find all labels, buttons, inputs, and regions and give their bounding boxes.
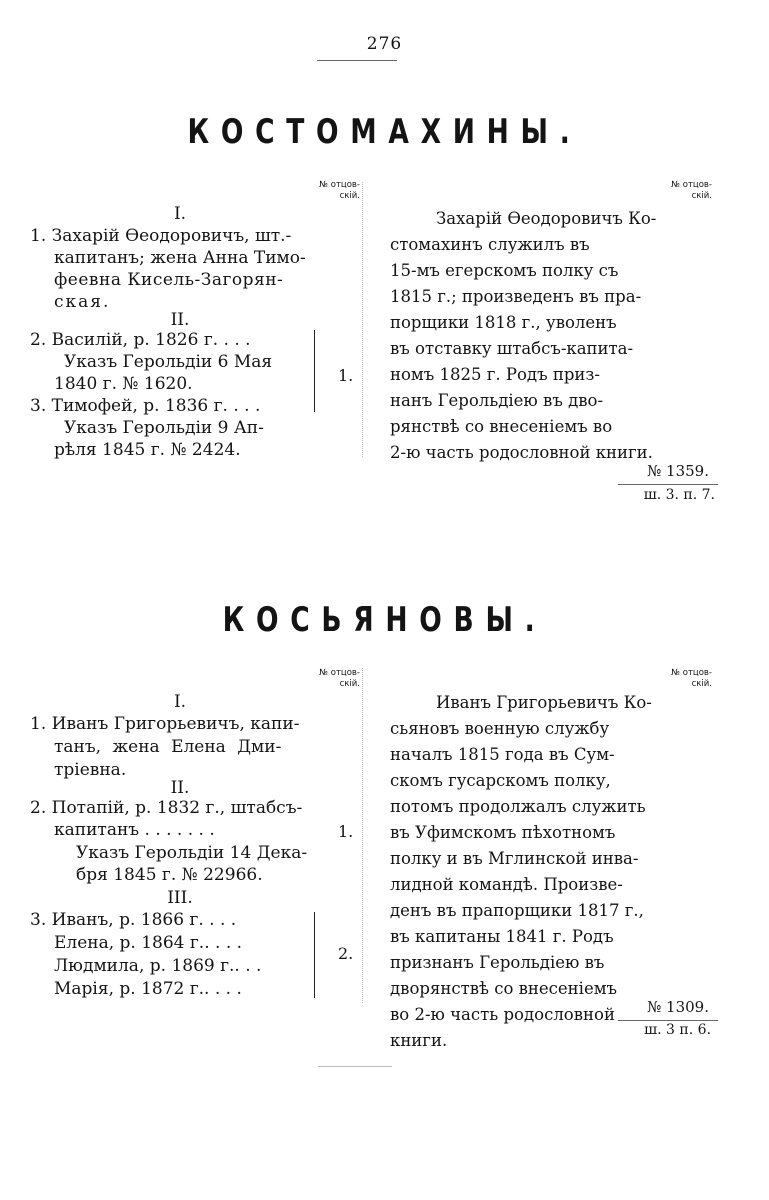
column-separator	[362, 182, 363, 457]
person-entry: феевна Кисель-Загорян-	[54, 270, 284, 290]
father-ref: 1.	[338, 822, 354, 841]
record-rule	[618, 1020, 718, 1021]
decree-line: рѣля 1845 г. № 2424.	[54, 440, 241, 460]
person-entry: ская.	[54, 292, 111, 312]
record-number: № 1309.	[647, 998, 709, 1016]
record-rule	[618, 484, 718, 485]
bracket	[314, 330, 315, 412]
decree-line: Указъ Герольдіи 9 Ап-	[64, 418, 264, 438]
generation-heading: II.	[170, 310, 190, 330]
person-entry: 1. Иванъ Григорьевичъ, капи-	[30, 714, 300, 734]
person-entry: Людмила, р. 1869 г.. . .	[54, 956, 262, 976]
father-ref: 2.	[338, 944, 354, 963]
generation-heading: II.	[170, 778, 190, 798]
person-entry: 2. Потапій, р. 1832 г., штабсъ-	[30, 798, 303, 818]
person-entry: 3. Иванъ, р. 1866 г. . . .	[30, 910, 237, 930]
decree-line: 1840 г. № 1620.	[54, 374, 193, 394]
section-title-kostomakhiny: КОСТОМАХИНЫ.	[187, 112, 582, 152]
record-number: № 1359.	[647, 462, 709, 480]
bracket	[314, 912, 315, 998]
decree-line: Указъ Герольдіи 6 Мая	[64, 352, 273, 372]
record-paragraph: Захарій Өеодоровичъ Ко- стомахинъ служилъ въ 15-мъ егерскомъ полку съ 1815 г.; произведенъ въ пра- порщики 1818 г., уволенъ въ отставку штабсъ-капита- номъ 1825 г. Родъ приз- нанъ Герольдіею въ дво- рянствѣ со внесеніемъ во 2-ю часть родословной книги.	[390, 209, 657, 462]
generation-heading: III.	[167, 888, 193, 908]
person-entry: 3. Тимофей, р. 1836 г. . . .	[30, 396, 261, 416]
person-entry: тріевна.	[54, 760, 127, 780]
person-entry: Марія, р. 1872 г.. . . .	[54, 979, 242, 999]
otc-label-right: № отцов- скій.	[671, 180, 712, 201]
generation-heading: I.	[173, 692, 187, 712]
decree-line: Указъ Герольдіи 14 Дека-	[76, 843, 308, 863]
column-separator	[362, 668, 363, 1003]
record-paragraph: Иванъ Григорьевичъ Ко- сьяновъ военную службу началъ 1815 года въ Сум- скомъ гусарскомъ полку, потомъ продолжалъ служить въ Уфимскомъ пѣхотномъ полку и въ Мглинской инва- лидной командѣ. Произве- денъ въ прапорщики 1817 г., въ капитаны 1841 г. Родъ признанъ Герольдіею въ дворянствѣ со внесеніемъ во 2-ю часть родословной книги.	[390, 693, 652, 1050]
record-reference: ш. 3 п. 6.	[644, 1022, 711, 1038]
person-entry: капитанъ . . . . . . .	[54, 820, 215, 840]
otc-label-left: № отцов- скій.	[319, 180, 360, 201]
otc-label-right: № отцов- скій.	[671, 668, 712, 689]
generation-heading: I.	[173, 204, 187, 224]
father-ref: 1.	[338, 366, 354, 385]
page-number-rule	[317, 60, 397, 61]
page-number: 276	[366, 34, 403, 54]
person-entry: 1. Захарій Өеодоровичъ, шт.-	[30, 226, 292, 246]
person-entry: 2. Василій, р. 1826 г. . . .	[30, 330, 251, 350]
record-reference: ш. 3. п. 7.	[643, 487, 715, 503]
section-title-kosyanovy: КОСЬЯНОВЫ.	[222, 600, 547, 640]
person-entry: танъ, жена Елена Дми-	[54, 737, 282, 757]
section-end-rule	[318, 1066, 392, 1067]
person-entry: Елена, р. 1864 г.. . . .	[54, 933, 243, 953]
person-entry: капитанъ; жена Анна Тимо-	[54, 248, 306, 268]
otc-label-left: № отцов- скій.	[319, 668, 360, 689]
decree-line: бря 1845 г. № 22966.	[76, 865, 263, 885]
